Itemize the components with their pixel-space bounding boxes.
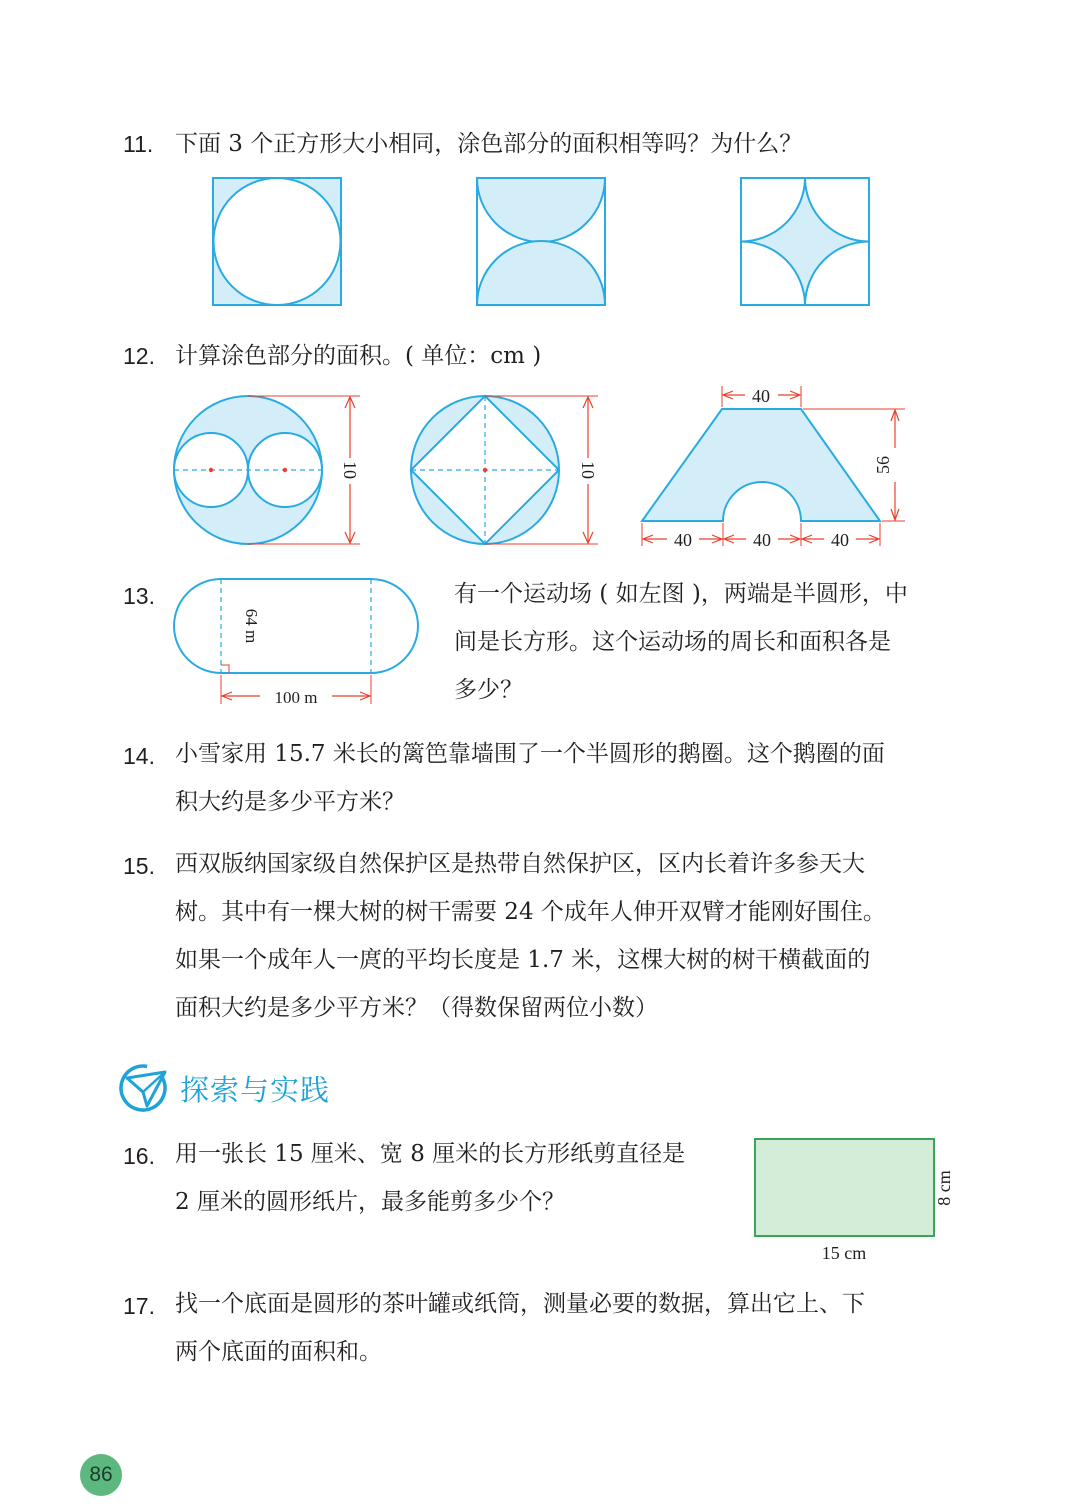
problem-15-line-4: 面积大约是多少平方米？（得数保留两位小数）	[175, 995, 658, 1021]
problem-15-number: 15.	[123, 853, 155, 879]
problem-12-figures	[0, 370, 1083, 560]
problem-13-line-1: 有一个运动场 ( 如左图 )，两端是半圆形，中	[454, 581, 908, 607]
figure-13-track	[160, 570, 440, 710]
problem-12-number: 12.	[123, 343, 155, 369]
figure-12c-height-label: 56	[873, 456, 893, 474]
figure-16-width-label: 8 cm	[934, 1170, 954, 1206]
figure-12c-top-label: 40	[752, 386, 770, 406]
figure-11a	[213, 178, 341, 305]
page-number: 86	[80, 1454, 122, 1496]
problem-13-number: 13.	[123, 583, 155, 609]
problem-14-number: 14.	[123, 743, 155, 769]
figure-12b	[411, 396, 598, 544]
problem-16-line-1: 用一张长 15 厘米、宽 8 厘米的长方形纸剪直径是	[175, 1141, 686, 1167]
figure-12b-label: 10	[578, 461, 598, 479]
problem-15-line-3: 如果一个成年人一庹的平均长度是 1.7 米，这棵大树的树干横截面的	[175, 947, 871, 973]
figure-13-width-label: 64 m	[242, 608, 261, 644]
problem-17-line-1: 找一个底面是圆形的茶叶罐或纸筒，测量必要的数据，算出它上、下	[175, 1291, 865, 1317]
figure-16-paper	[740, 1130, 980, 1270]
problem-13-line-3: 多少？	[454, 677, 523, 703]
problem-11-figures	[0, 0, 1083, 330]
problem-14-line-1: 小雪家用 15.7 米长的篱笆靠墙围了一个半圆形的鹅圈。这个鹅圈的面	[175, 741, 885, 767]
problem-11-text: 下面 3 个正方形大小相同，涂色部分的面积相等吗？为什么？	[175, 131, 803, 157]
figure-16-length-label: 15 cm	[821, 1243, 867, 1263]
figure-11b	[477, 178, 605, 305]
figure-12c-bottom-mid: 40	[753, 530, 771, 550]
figure-11c	[741, 178, 869, 305]
problem-15-line-2: 树。其中有一棵大树的树干需要 24 个成年人伸开双臂才能刚好围住。	[175, 899, 886, 925]
problem-13-line-2: 间是长方形。这个运动场的周长和面积各是	[454, 629, 891, 655]
problem-12-text: 计算涂色部分的面积。( 单位：cm )	[175, 343, 542, 369]
problem-15-line-1: 西双版纳国家级自然保护区是热带自然保护区，区内长着许多参天大	[175, 851, 865, 877]
problem-11-number: 11.	[123, 131, 154, 157]
figure-12a	[174, 396, 360, 544]
problem-16-number: 16.	[123, 1143, 155, 1169]
problem-16-line-2: 2 厘米的圆形纸片，最多能剪多少个？	[175, 1189, 565, 1215]
figure-12c-bottom-right: 40	[831, 530, 849, 550]
figure-12a-label: 10	[340, 461, 360, 479]
problem-17-number: 17.	[123, 1293, 155, 1319]
figure-12c-bottom-left: 40	[674, 530, 692, 550]
paper-plane-icon	[117, 1060, 173, 1116]
problem-17-line-2: 两个底面的面积和。	[175, 1339, 382, 1365]
problem-14-line-2: 积大约是多少平方米？	[175, 789, 405, 815]
figure-13-length-label: 100 m	[274, 688, 318, 707]
figure-12c	[642, 386, 905, 550]
section-title: 探索与实践	[180, 1073, 331, 1107]
